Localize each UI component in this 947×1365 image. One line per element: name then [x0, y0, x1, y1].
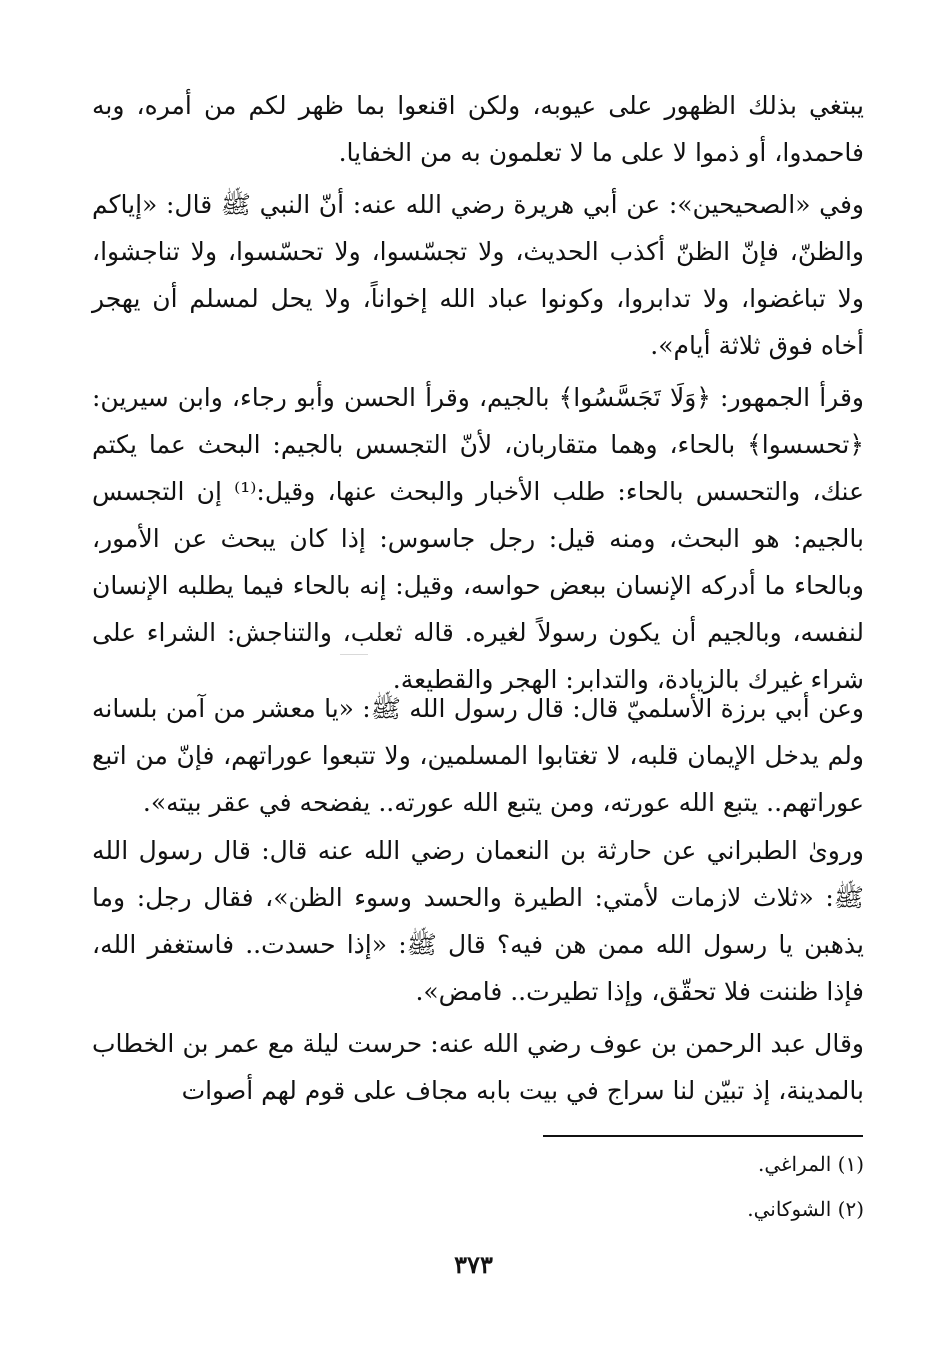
page-number: ٣٧٣ [454, 1250, 493, 1279]
paragraph-4: وعن أبي برزة الأسلميّ قال: قال رسول الله ﷺ: «يا معشر من آمن بلسانه ولم يدخل الإيمان قلبه، لا تغتابوا المسلمين، ولا تتبعوا عوراتهم، فإنّ من اتبع عوراتهم.. يتبع الله عورته، ومن يتبع الله عورته.. يفضحه في عقر بيته». [92, 694, 864, 817]
scan-mark [340, 654, 368, 655]
footnote-divider [543, 1135, 863, 1137]
paragraph-1: يبتغي بذلك الظهور على عيوبه، ولكن اقنعوا بما ظهر لكم من أمره، وبه فاحمدوا، أو ذموا لا على ما لا تعلمون به من الخفايا. [92, 91, 864, 167]
footnote-1: (١) المراغي. [757, 1152, 864, 1176]
paragraph-5: وروىٰ الطبراني عن حارثة بن النعمان رضي الله عنه قال: قال رسول الله ﷺ: «ثلاث لازمات لأمتي: الطيرة والحسد وسوء الظن»، فقال رجل: وما يذهبن يا رسول الله ممن هن فيه؟ قال ﷺ: «إذا حسدت.. فاستغفر الله، فإذا ظننت فلا تحقّق، وإذا تطيرت.. فامض». [92, 836, 864, 1006]
footnote-2: (٢) الشوكاني. [747, 1197, 864, 1221]
paragraph-3: وقرأ الجمهور: ﴿وَلَا تَجَسَّسُوا﴾ بالجيم، وقرأ الحسن وأبو رجاء، وابن سيرين: ﴿تحسسوا﴾ بالحاء، وهما متقاربان، لأنّ التجسس بالجيم: البحث عما يكتم عنك، والتحسس بالحاء: طلب الأخبار والبحث عنها، وقيل:⁽¹⁾ إن التجسس بالجيم: هو البحث، ومنه قيل: رجل جاسوس: إذا كان يبحث عن الأمور، وبالحاء ما أدركه الإنسان ببعض حواسه، وقيل: إنه بالحاء فيما يطلبه الإنسان لنفسه، وبالجيم أن يكون رسولاً لغيره. قاله ثعلب، والتناجش: الشراء على شراء غيرك بالزيادة، والتدابر: الهجر والقطيعة. [92, 383, 864, 694]
paragraph-2: وفي «الصحيحين»: عن أبي هريرة رضي الله عنه: أنّ النبي ﷺ قال: «إياكم والظنّ، فإنّ الظنّ أكذب الحديث، ولا تجسّسوا، ولا تحسّسوا، ولا تناجشوا، ولا تباغضوا، ولا تدابروا، وكونوا عباد الله إخواناً، ولا يحل لمسلم أن يهجر أخاه فوق ثلاثة أيام». [92, 190, 864, 360]
paragraph-6: وقال عبد الرحمن بن عوف رضي الله عنه: حرست ليلة مع عمر بن الخطاب بالمدينة، إذ تبيّن لنا سراج في بيت بابه مجاف على قوم لهم أصوات [92, 1029, 864, 1105]
